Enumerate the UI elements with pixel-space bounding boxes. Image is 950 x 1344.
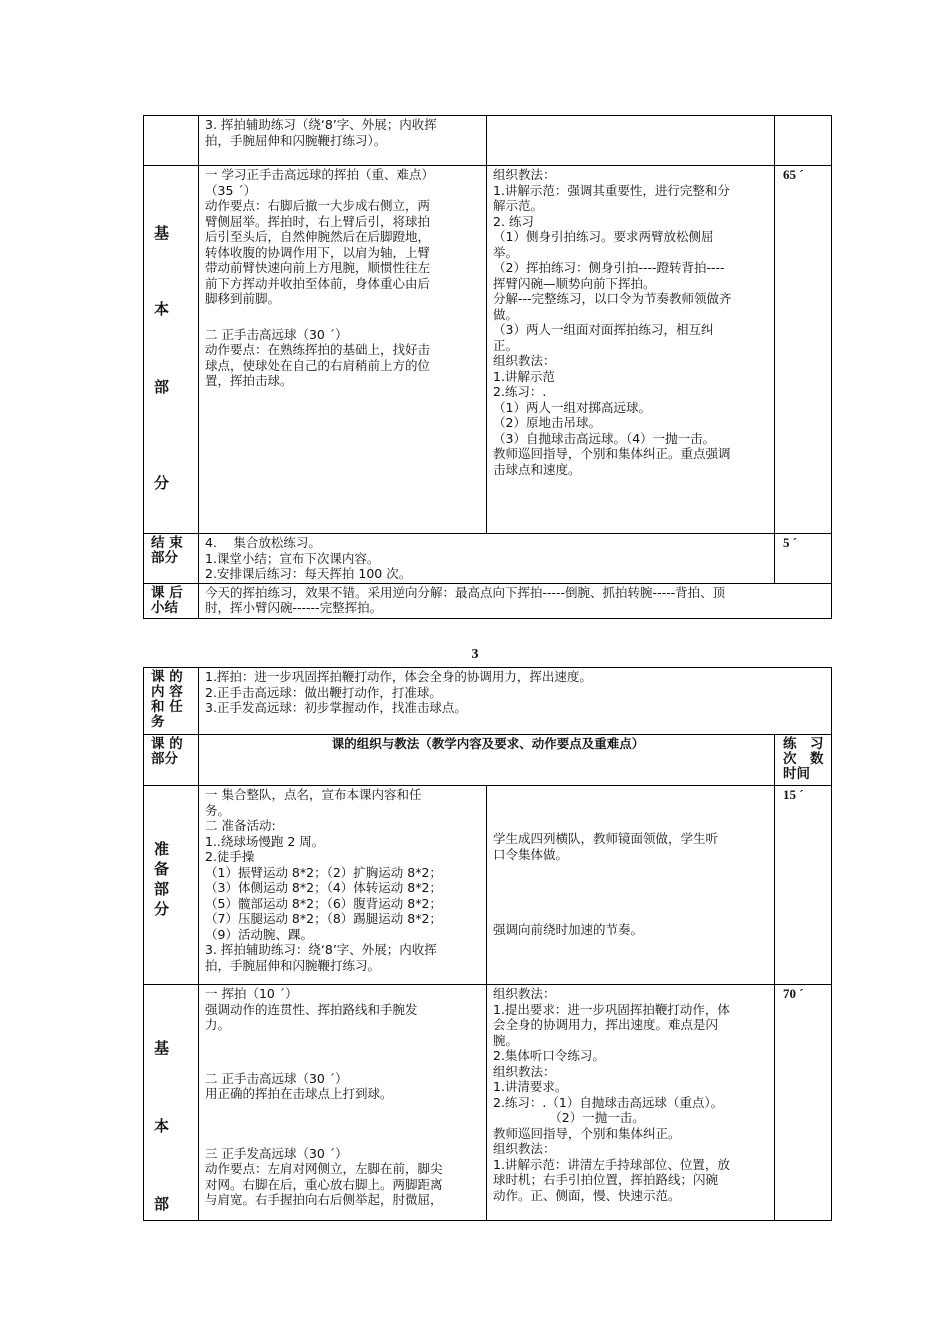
text-line: 2.正手击高远球：做出鞭打动作，打准球。 (205, 684, 442, 700)
basic-time-2: 70 ´ (775, 985, 832, 1221)
text-line: 2.练习：.（1）自抛球击高远球（重点）。 (493, 1094, 724, 1110)
text-line: 课 的 (151, 736, 183, 752)
text-line: 时间 (783, 766, 810, 782)
label-char-3: 部 (154, 880, 170, 898)
text-line: 3. 挥拍辅助练习（绕‘8’字、外展；内收挥 (205, 117, 437, 132)
text-line: 内 容 (151, 684, 183, 700)
part-label (144, 735, 199, 786)
text-line: 1.讲解示范：强调其重要性，进行完整和分 (493, 182, 730, 198)
text-line: 1.讲解示范：讲清左手持球部位、位置，放 (493, 1156, 730, 1172)
text-line: （9）活动腕、踝。 (205, 926, 313, 942)
text-line: （3）两人一组面对面挥拍练习，相互纠 (493, 322, 714, 337)
text-line: 对网。右脚在后，重心放右脚上。两脚距离 (205, 1176, 443, 1192)
text-line: 组织教法： (493, 986, 556, 1001)
text-line: 球点，使球处在自己的右肩稍前上方的位 (205, 357, 431, 373)
basic-method (487, 166, 775, 534)
basic-content (199, 166, 487, 534)
text-line: 挥臂闪碗—顺势向前下挥拍。 (493, 275, 656, 291)
forehand-clear-section (205, 1071, 483, 1102)
label-char-3: 部 (154, 1195, 170, 1213)
page-number: 3 (471, 647, 479, 662)
text-line: 课 的 (151, 669, 183, 685)
text-line: 2.安排课后练习：每天挥拍 100 次。 (205, 566, 412, 581)
text-line: （3）自抛球击高远球。（4）一抛一击。 (493, 430, 716, 446)
text-line: 1.提出要求：进一步巩固挥拍鞭打动作，体 (493, 1001, 730, 1017)
section-label-basic-2 (144, 985, 199, 1221)
text-line: 1.讲清要求。 (493, 1079, 568, 1094)
text-line: 组织教法： (493, 167, 556, 182)
empty-time-cell (775, 116, 832, 166)
text-line: 动作要点：左肩对网侧立，左脚在前，脚尖 (205, 1161, 443, 1176)
text-line: 一 挥拍（10 ´） (205, 986, 298, 1001)
text-line: （7）压腿运动 8*2；（8）踢腿运动 8*2； (205, 911, 442, 926)
prep-time: 15 ´ (775, 786, 832, 985)
section-label-end (144, 534, 199, 584)
text-line: （3）体侧运动 8*2；（4）体转运动 8*2； (205, 880, 442, 895)
text-line: 二 正手击高远球（30 ´） (205, 1070, 348, 1086)
label-char-2: 本 (154, 300, 170, 318)
prep-tail-content (199, 116, 487, 166)
text-line: 部分 (151, 751, 178, 767)
label-char-1: 基 (154, 224, 170, 242)
text-line: （2）原地击吊球。 (493, 415, 601, 430)
text-line: 结 束 (151, 535, 183, 551)
label-char-2: 本 (154, 1117, 170, 1135)
label-char-4: 分 (154, 900, 170, 918)
text-line: （5）髋部运动 8*2；（6）腹背运动 8*2； (205, 895, 442, 911)
forehand-serve-section (205, 1146, 483, 1208)
text-line: 做。 (493, 306, 519, 322)
text-line: 3.正手发高远球：初步掌握动作，找准击球点。 (205, 700, 467, 715)
text-line: 课 后 (151, 584, 183, 601)
text-line: 组织教法： (493, 353, 556, 368)
label-char-4: 分 (154, 474, 170, 492)
text-line: 教师巡回指导，个别和集体纠正。重点强调 (493, 446, 731, 461)
text-line: 正。 (493, 337, 519, 353)
text-line: 置，挥拍击球。 (205, 373, 293, 388)
text-line: 强调动作的连贯性、挥拍路线和手腕发 (205, 1001, 418, 1017)
text-line: （1）振臂运动 8*2；（2）扩胸运动 8*2； (205, 864, 442, 880)
text-line: 和 任 (151, 699, 183, 715)
text-line: 拍，手腕屈伸和闪腕鞭打练习。 (205, 957, 381, 973)
basic-content-2 (199, 985, 487, 1221)
prep-method (487, 786, 775, 985)
text-line: 前下方挥动并收拍至体前，身体重心由后 (205, 275, 431, 291)
text-line: 用正确的挥拍在击球点上打到球。 (205, 1086, 393, 1101)
text-line: 1..绕球场慢跑 2 周。 (205, 833, 325, 849)
empty-method-cell (487, 116, 775, 166)
text-line: 务。 (205, 802, 231, 818)
label-char-3: 部 (154, 378, 170, 396)
text-line: 练 习 (783, 736, 824, 752)
forehand-clear (205, 327, 483, 389)
end-time: 5 ´ (775, 534, 832, 584)
clear-stroke-swing (205, 167, 483, 307)
task-content (199, 668, 832, 735)
text-line: 次 数 (783, 751, 824, 767)
text-line: 1.课堂小结；宣布下次课内容。 (205, 550, 380, 566)
text-line: 分解---完整练习，以口令为节奏教师领做齐 (493, 291, 732, 306)
text-line: 一 学习正手击高远球的挥拍（重、难点） (205, 167, 434, 182)
text-line: 组织教法： (493, 1063, 556, 1079)
text-line: 击球点和速度。 (493, 461, 581, 477)
prep-method-a (493, 831, 771, 862)
text-line: 教师巡回指导，个别和集体纠正。 (493, 1125, 681, 1141)
lesson-table-2 (143, 667, 832, 1221)
text-line: （2）一抛一击。 (493, 1110, 645, 1125)
text-line: 力。 (205, 1017, 231, 1032)
text-line: 转体收腹的协调作用下，以肩为轴，上臂 (205, 244, 431, 260)
section-label-summary (144, 583, 199, 618)
text-line: 脚移到前脚。 (205, 291, 281, 306)
text-line: 2.集体听口令练习。 (493, 1048, 605, 1063)
prep-method-b (493, 922, 771, 938)
text-line: 动作要点：右脚后撤一大步成右侧立，两 (205, 198, 431, 213)
text-line: 三 正手发高远球（30 ´） (205, 1145, 348, 1161)
text-line: 一 集合整队，点名，宣布本课内容和任 (205, 787, 422, 802)
label-char-2: 备 (154, 860, 170, 878)
text-line: 组织教法： (493, 1141, 556, 1156)
lesson-table-1 (143, 115, 832, 619)
text-line: 1.讲解示范 (493, 368, 555, 384)
task-label (144, 668, 199, 735)
text-line: 口令集体做。 (493, 846, 569, 862)
end-content (199, 534, 775, 584)
count-header (775, 735, 832, 786)
text-line: 小结 (151, 599, 178, 616)
text-line: 带动前臂快速向前上方甩腕，顺惯性往左 (205, 260, 431, 275)
text-line: 2.练习：. (493, 384, 547, 399)
section-label-basic (144, 166, 199, 534)
text-line: 1.挥拍：进一步巩固挥拍鞭打动作，体会全身的协调用力，挥出速度。 (205, 669, 592, 684)
label-char-1: 准 (154, 840, 170, 858)
swing-section (205, 986, 483, 1033)
text-line: 2.徒手操 (205, 849, 255, 864)
text-line: 举。 (493, 244, 519, 260)
text-line: 球时机；右手引拍位置，挥拍路线；闪碗 (493, 1172, 719, 1187)
label-char-1: 基 (154, 1039, 170, 1057)
text-line: （35 ´） (205, 182, 257, 198)
text-line: 务 (151, 714, 165, 730)
text-line: 解示范。 (493, 198, 544, 213)
text-line: 会全身的协调用力，挥出速度。难点是闪 (493, 1017, 719, 1032)
prep-content (199, 786, 487, 985)
text-line: （2）挥拍练习：侧身引拍----蹬转背拍---- (493, 260, 725, 275)
text-line: 2. 练习 (493, 213, 534, 229)
text-line: 3. 挥拍辅助练习：绕‘8’字、外展；内收挥 (205, 942, 437, 957)
text-line: 学生成四列横队，教师镜面领做，学生听 (493, 831, 719, 846)
basic-method-2 (487, 985, 775, 1221)
summary-content (199, 583, 832, 618)
text-line: 拍，手腕屈伸和闪腕鞭打练习）。 (205, 132, 387, 148)
text-line: 动作要点：在熟练挥拍的基础上，找好击 (205, 342, 431, 357)
text-line: （1）两人一组对掷高远球。 (493, 399, 651, 415)
text-line: 腕。 (493, 1032, 519, 1048)
text-line: 强调向前绕时加速的节奏。 (493, 922, 644, 937)
organization-header: 课的组织与教法（教学内容及要求、动作要点及重难点） (199, 735, 775, 786)
text-line: 二 正手击高远球（30 ´） (205, 326, 348, 342)
text-line: 肘，挥小臂闪碗------完整挥拍。 (205, 600, 383, 615)
section-label-prep (144, 786, 199, 985)
text-line: 今天的挥拍练习，效果不错。采用逆向分解：最高点向下挥拍-----倒腕、抓拍转腕-----背拍、顶 (205, 584, 726, 600)
text-line: 与肩宽。右手握拍向右后侧举起，肘微屈， (205, 1192, 443, 1207)
empty-label-cell (144, 116, 199, 166)
text-line: （1）侧身引拍练习。要求两臂放松侧屈 (493, 229, 714, 244)
text-line: 动作。正、侧面，慢、快速示范。 (493, 1187, 681, 1203)
basic-time: 65 ´ (775, 166, 832, 534)
text-line: 后引至头后，自然伸腕然后在后脚蹬地， (205, 229, 431, 244)
text-line: 部分 (151, 550, 178, 566)
text-line: 二 准备活动: (205, 818, 276, 833)
text-line: 臂侧屈举。挥拍时，右上臂后引，将球拍 (205, 213, 431, 229)
text-line: 4. 集合放松练习。 (205, 535, 321, 550)
